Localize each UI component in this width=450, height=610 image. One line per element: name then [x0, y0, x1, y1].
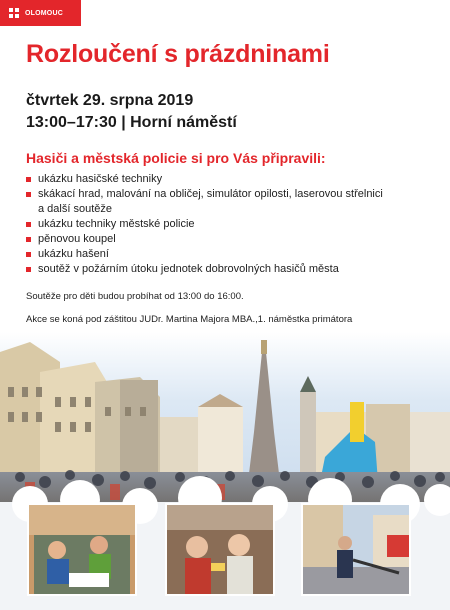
- list-item-text: ukázku techniky městské policie: [38, 218, 195, 230]
- list-item-text: soutěž v požárním útoku jednotek dobrovolných hasičů města: [38, 263, 339, 275]
- photo-thumbnail-1: [27, 503, 137, 596]
- program-heading: Hasiči a městská policie si pro Vás připravili:: [26, 150, 326, 166]
- event-date: čtvrtek 29. srpna 2019: [26, 92, 194, 109]
- logo-text: OLOMOUC: [25, 9, 63, 17]
- list-item: [26, 262, 436, 277]
- list-item-continuation: a další soutěže: [38, 203, 112, 215]
- photo-thumbnail-2: [165, 503, 275, 596]
- list-item-text: skákací hrad, malování na obličej, simulátor opilosti, laserovou střelnici: [38, 188, 383, 200]
- photo-thumbnail-3: [301, 503, 411, 596]
- bullet-icon: [26, 177, 31, 182]
- bullet-icon: [26, 222, 31, 227]
- note-competition-time: Soutěže pro děti budou probíhat od 13:00 do 16:00.: [26, 291, 244, 302]
- list-item-text: pěnovou koupel: [38, 233, 116, 245]
- logo-mark-icon: [9, 8, 19, 18]
- note-patronage: Akce se koná pod záštitou JUDr. Martina Majora MBA.,1. náměstka primátora: [26, 314, 353, 325]
- list-item-text: ukázku hašení: [38, 248, 109, 260]
- event-time-place: 13:00–17:30 | Horní náměstí: [26, 114, 237, 131]
- list-item: [26, 187, 436, 217]
- list-item: [26, 232, 436, 247]
- program-list: [26, 172, 436, 277]
- page-title: Rozloučení s prázdninami: [26, 40, 330, 68]
- list-item: [26, 172, 436, 187]
- list-item-text: ukázku hasičské techniky: [38, 173, 163, 185]
- city-logo: [0, 0, 81, 26]
- list-item: [26, 247, 436, 262]
- bullet-icon: [26, 192, 31, 197]
- bullet-icon: [26, 267, 31, 272]
- bullet-icon: [26, 237, 31, 242]
- bullet-icon: [26, 252, 31, 257]
- list-item: [26, 217, 436, 232]
